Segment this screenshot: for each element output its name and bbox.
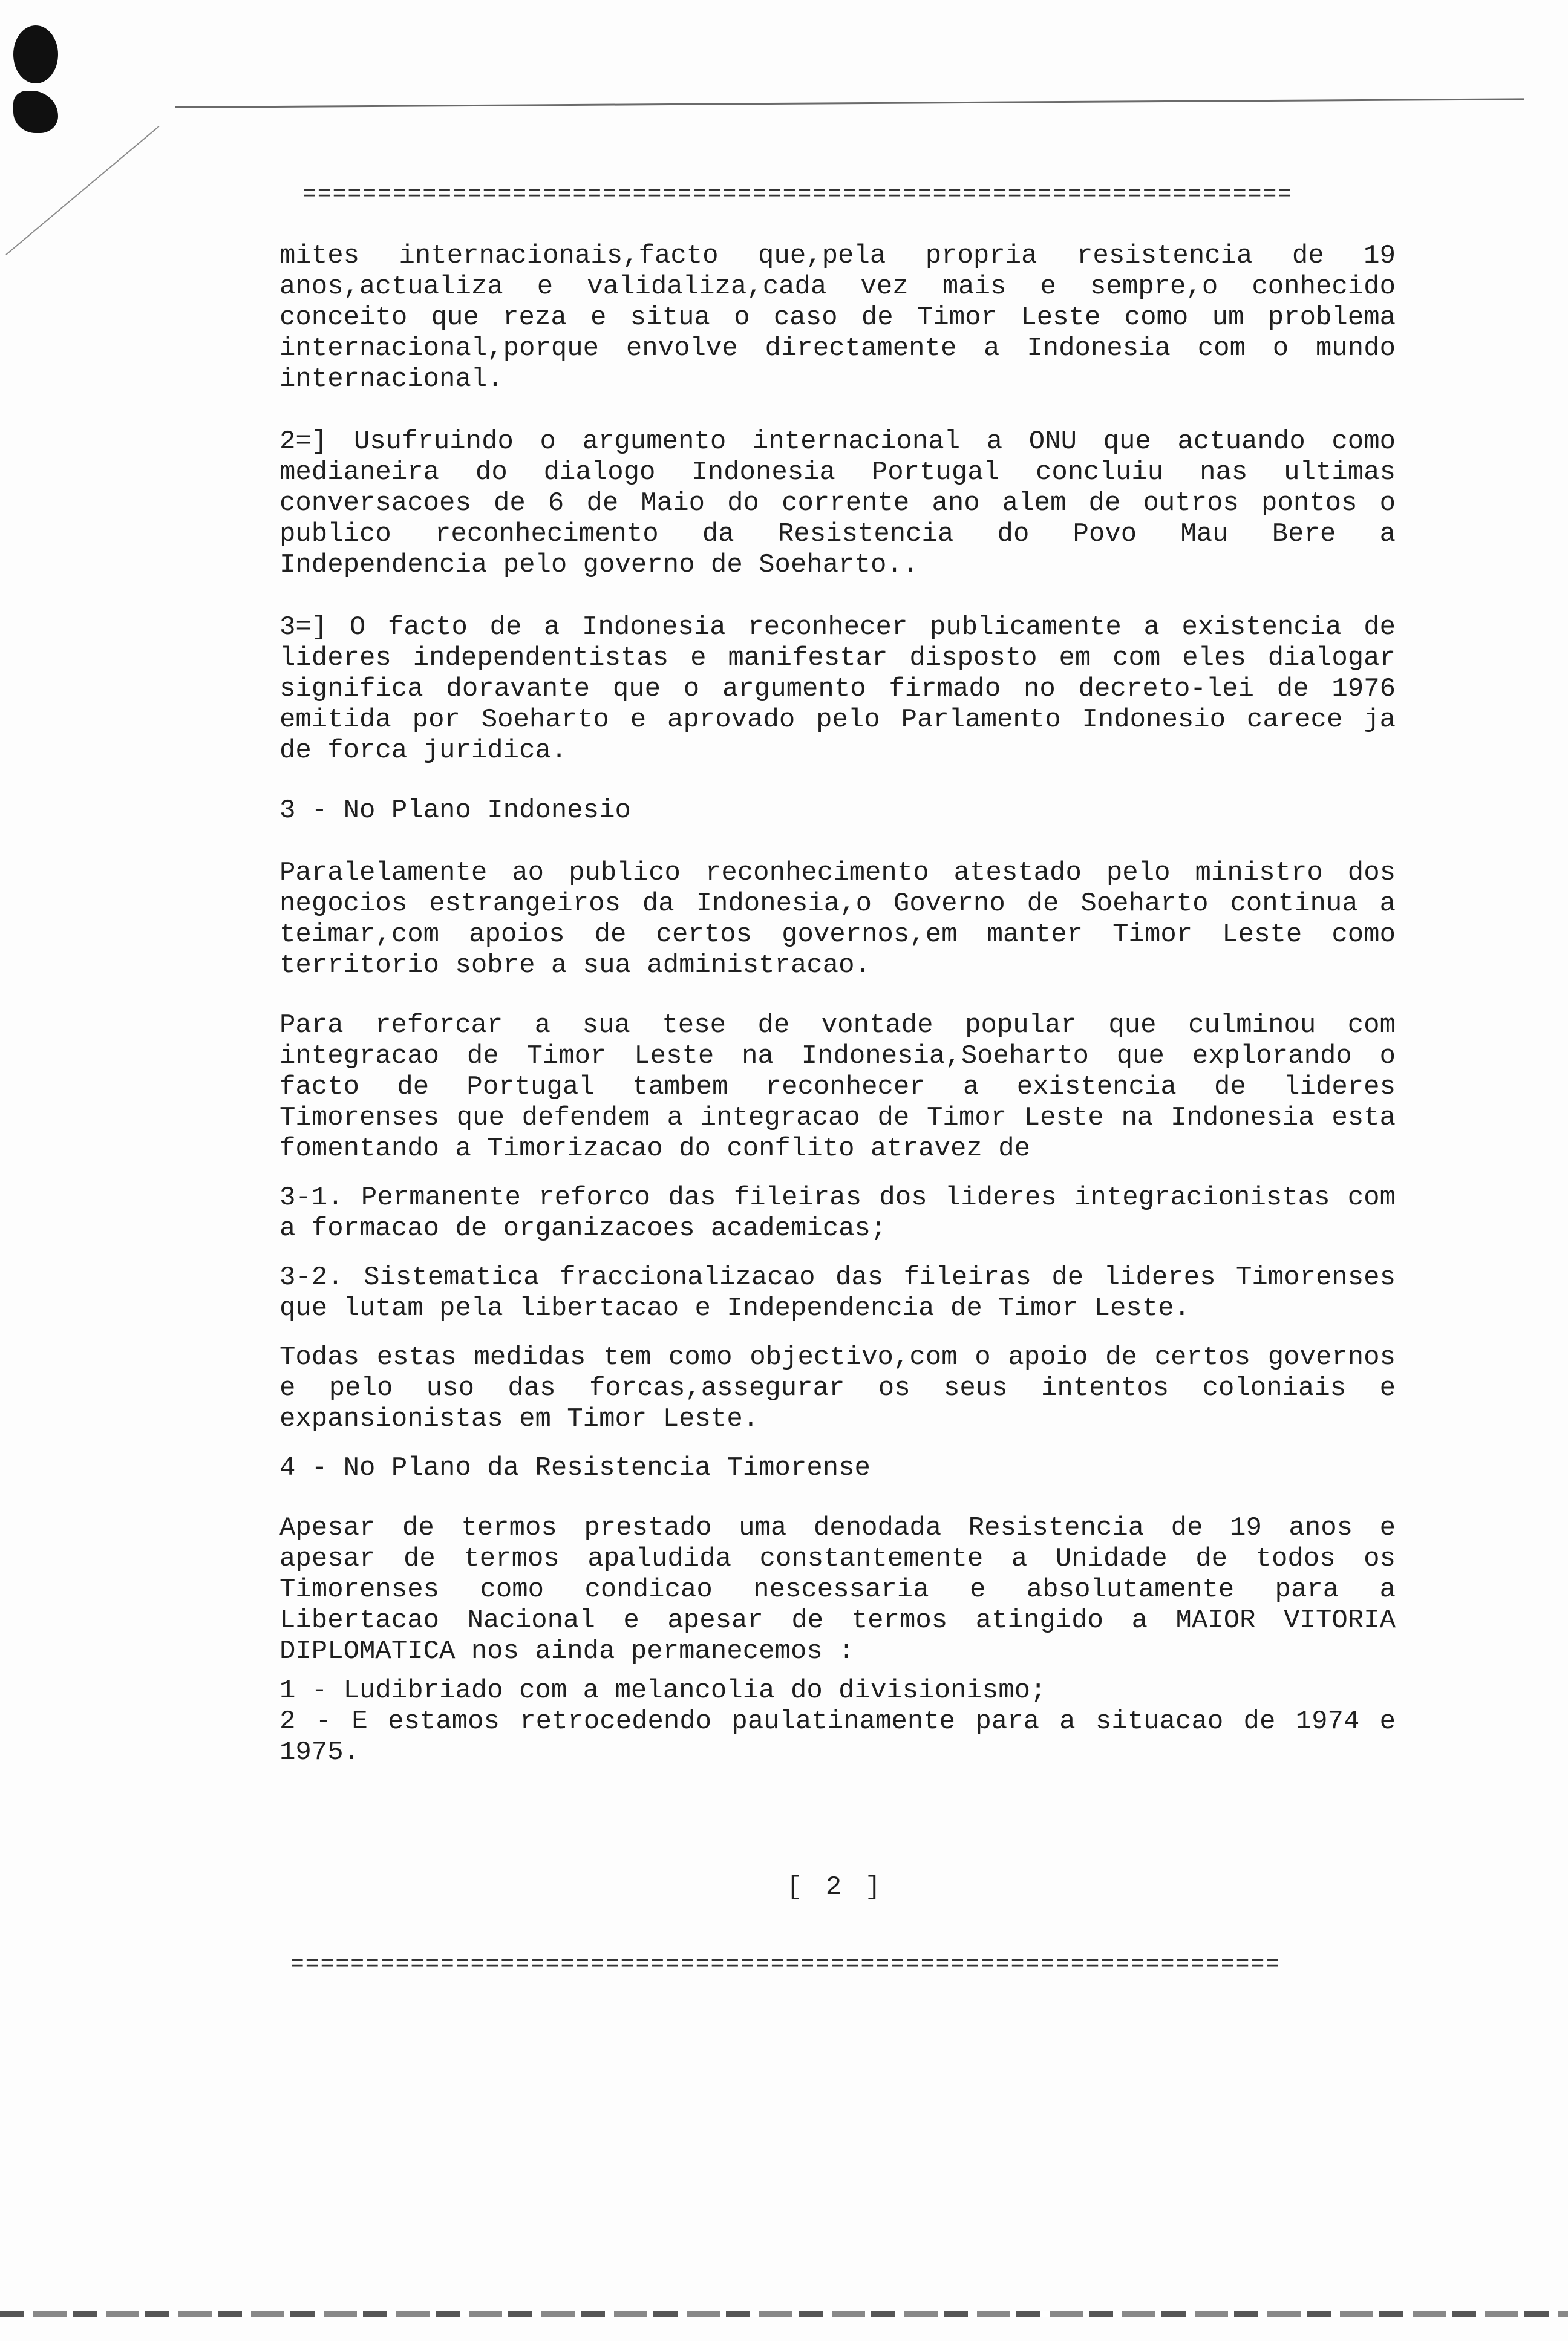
section-heading: 3 - No Plano Indonesio: [279, 795, 631, 826]
list-item: 1 - Ludibriado com a melancolia do divisionismo;: [279, 1676, 1047, 1706]
scan-diagonal-line: [5, 126, 159, 255]
page-number: [ 2 ]: [786, 1872, 885, 1902]
section-heading: 4 - No Plano da Resistencia Timorense: [279, 1453, 871, 1483]
document-body: [279, 241, 1396, 1768]
punch-hole-mark: [13, 91, 58, 133]
paragraph: Todas estas medidas tem como objectivo,com o apoio de certos governos e pelo uso das forcas,assegurar os seus intentos coloniais e expansionistas em Timor Leste.: [279, 1342, 1396, 1434]
paragraph: Apesar de termos prestado uma denodada Resistencia de 19 anos e apesar de termos apaludida constantemente a Unidade de todos os Timorenses como condicao nescessaria e absolutamente para a Libertacao Nacional e apesar de termos atingido a MAIOR VITORIA DIPLOMATICA nos ainda permanecemos :: [279, 1513, 1396, 1667]
paragraph: 2=] Usufruindo o argumento internacional a ONU que actuando como medianeira do dialogo Indonesia Portugal concluiu nas ultimas conversacoes de 6 de Maio do corrente ano alem de outros pontos o publico reconhecimento da Resistencia do Povo Mau Bere a Independencia pelo governo de Soeharto..: [279, 426, 1396, 580]
paragraph: Para reforcar a sua tese de vontade popular que culminou com integracao de Timor Leste na Indonesia,Soeharto que explorando o facto de Portugal tambem reconhecer a existencia de lideres Timorenses que defendem a integracao de Timor Leste na Indonesia esta fomentando a Timorizacao do conflito atravez de: [279, 1010, 1396, 1164]
top-separator-rule: ==================================================================: [302, 183, 1293, 207]
paragraph: 3=] O facto de a Indonesia reconhecer publicamente a existencia de lideres independentistas e manifestar disposto em com eles dialogar significa doravante que o argumento firmado no decreto-lei de 1976 emitida por Soeharto e aprovado pelo Parlamento Indonesio carece ja de forca juridica.: [279, 612, 1396, 766]
list-item: 2 - E estamos retrocedendo paulatinamente para a situacao de 1974 e 1975.: [279, 1706, 1396, 1768]
paragraph: Paralelamente ao publico reconhecimento atestado pelo ministro dos negocios estrangeiros da Indonesia,o Governo de Soeharto continua a teimar,com apoios de certos governos,em manter Timor Leste como territorio sobre a sua administracao.: [279, 858, 1396, 981]
punch-hole-mark: [13, 25, 58, 83]
paragraph: mites internacionais,facto que,pela propria resistencia de 19 anos,actualiza e validaliza,cada vez mais e sempre,o conhecido conceito que reza e situa o caso de Timor Leste como um problema internacional,porque envolve directamente a Indonesia com o mundo internacional.: [279, 241, 1396, 394]
scan-bottom-edge: [0, 2311, 1568, 2317]
scan-edge-line: [175, 98, 1524, 108]
list-item: 3-2. Sistematica fraccionalizacao das fileiras de lideres Timorenses que lutam pela libertacao e Independencia de Timor Leste.: [279, 1262, 1396, 1324]
bottom-separator-rule: ==================================================================: [290, 1953, 1281, 1977]
list-item: 3-1. Permanente reforco das fileiras dos lideres integracionistas com a formacao de organizacoes academicas;: [279, 1183, 1396, 1244]
